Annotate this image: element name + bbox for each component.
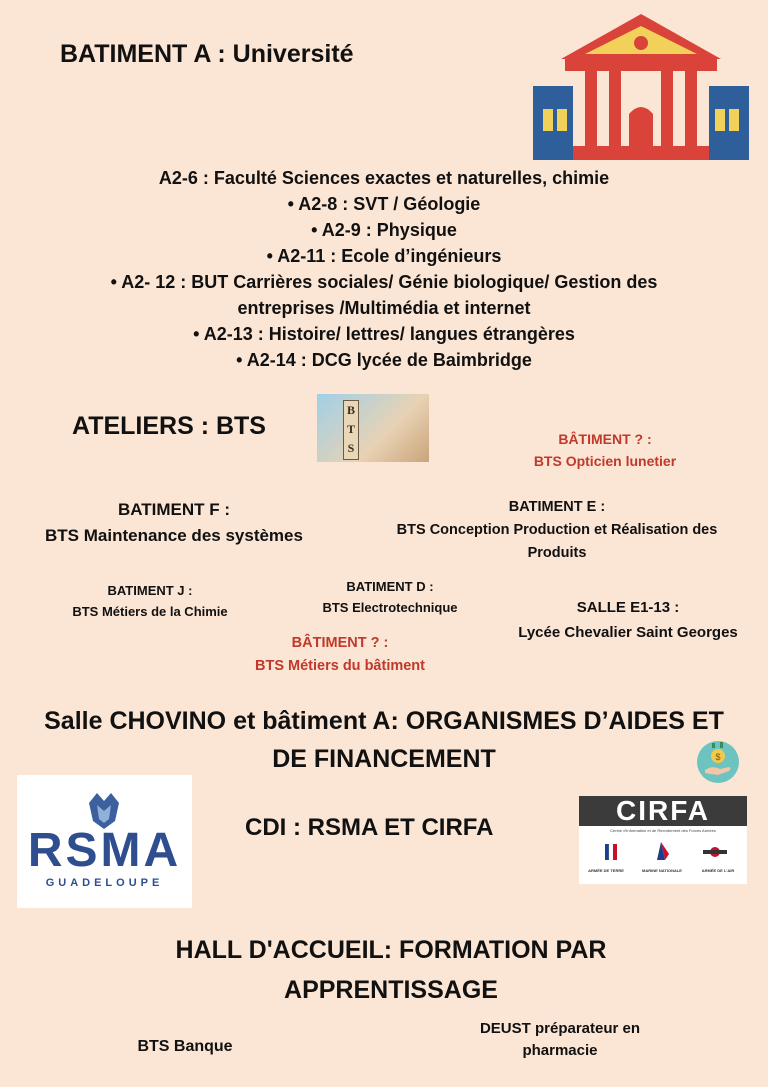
list-item: • A2- 12 : BUT Carrières sociales/ Génie biologique/ Gestion des [110,272,658,292]
deust-block [440,1018,680,1062]
list-item: A2-6 : Faculté Sciences exactes et naturelles, chimie [158,168,610,188]
university-building-icon [533,14,749,160]
rsma-subtitle: GUADELOUPE [45,877,164,889]
bts-banque: BTS Banque [137,1038,233,1055]
batiment-a-list [0,165,768,373]
salle-e1-block [493,595,763,645]
batiment-d-block [290,576,490,618]
list-item: • A2-13 : Histoire/ lettres/ langues étrangères [193,324,575,344]
hall-line: HALL D'ACCUEIL: FORMATION PAR [175,936,607,964]
batiment-j-block [45,580,255,622]
svg-text:$: $ [715,752,721,762]
cirfa-text: CIRFA [579,796,747,826]
batiment-e-block [357,496,757,565]
bts-letter-blocks [343,400,359,460]
bts-letter: B [346,403,355,417]
batiment-metiers-block [220,632,460,678]
bts-letter: T [346,422,355,436]
batiment-j-heading: BATIMENT J : [107,583,193,598]
list-item: • A2-11 : Ecole d’ingénieurs [266,246,502,266]
opticien-block [490,428,720,472]
hall-block [0,930,768,1010]
bts-letter: S [347,441,355,455]
organismes-line: Salle CHOVINO et bâtiment A: ORGANISMES D’AIDES ET [44,707,724,735]
batiment-d-heading: BATIMENT D : [346,579,434,594]
deust-line: pharmacie [522,1042,598,1059]
hall-line: APPRENTISSAGE [284,976,498,1004]
batiment-f-text: BTS Maintenance des systèmes [45,526,303,545]
batiment-e-heading: BATIMENT E : [508,499,606,515]
batiment-a-title: BATIMENT A : Université [60,40,354,68]
list-item: • A2-8 : SVT / Géologie [287,194,481,214]
batiment-e-text: Produits [527,545,587,561]
bts-book-image [317,394,429,462]
cirfa-branch-label: ARMÉE DE TERRE [588,868,624,873]
organismes-block [0,702,768,778]
rsma-text: RSMA [27,824,182,877]
cirfa-branch-label: ARMÉE DE L'AIR [701,868,735,873]
batiment-f-heading: BATIMENT F : [117,500,231,519]
cdi-title: CDI : RSMA ET CIRFA [245,814,494,841]
list-item: • A2-9 : Physique [311,220,457,240]
list-item: entreprises /Multimédia et internet [237,298,531,318]
cirfa-branch-label: MARINE NATIONALE [642,868,682,873]
opticien-text: BTS Opticien lunetier [533,453,677,469]
batiment-d-text: BTS Electrotechnique [322,600,458,615]
cirfa-subtitle: Centre d'Information et de Recrutement des Forces Armées [610,828,716,833]
cirfa-logo [579,796,747,884]
batiment-metiers-text: BTS Métiers du bâtiment [255,658,425,674]
salle-e1-heading: SALLE E1-13 : [576,599,680,616]
batiment-f-block [0,497,348,549]
rsma-logo [17,775,192,908]
batiment-e-text: BTS Conception Production et Réalisation des [396,522,718,538]
money-hand-icon [696,740,740,784]
batiment-metiers-heading: BÂTIMENT ? : [291,635,389,651]
ateliers-title: ATELIERS : BTS [72,412,266,440]
salle-e1-text: Lycée Chevalier Saint Georges [518,624,738,641]
deust-line: DEUST préparateur en [479,1020,641,1037]
organismes-line: DE FINANCEMENT [272,745,496,773]
list-item: • A2-14 : DCG lycée de Baimbridge [236,350,532,370]
batiment-j-text: BTS Métiers de la Chimie [72,604,228,619]
cirfa-branches-icons [589,840,739,864]
opticien-heading: BÂTIMENT ? : [558,431,652,447]
